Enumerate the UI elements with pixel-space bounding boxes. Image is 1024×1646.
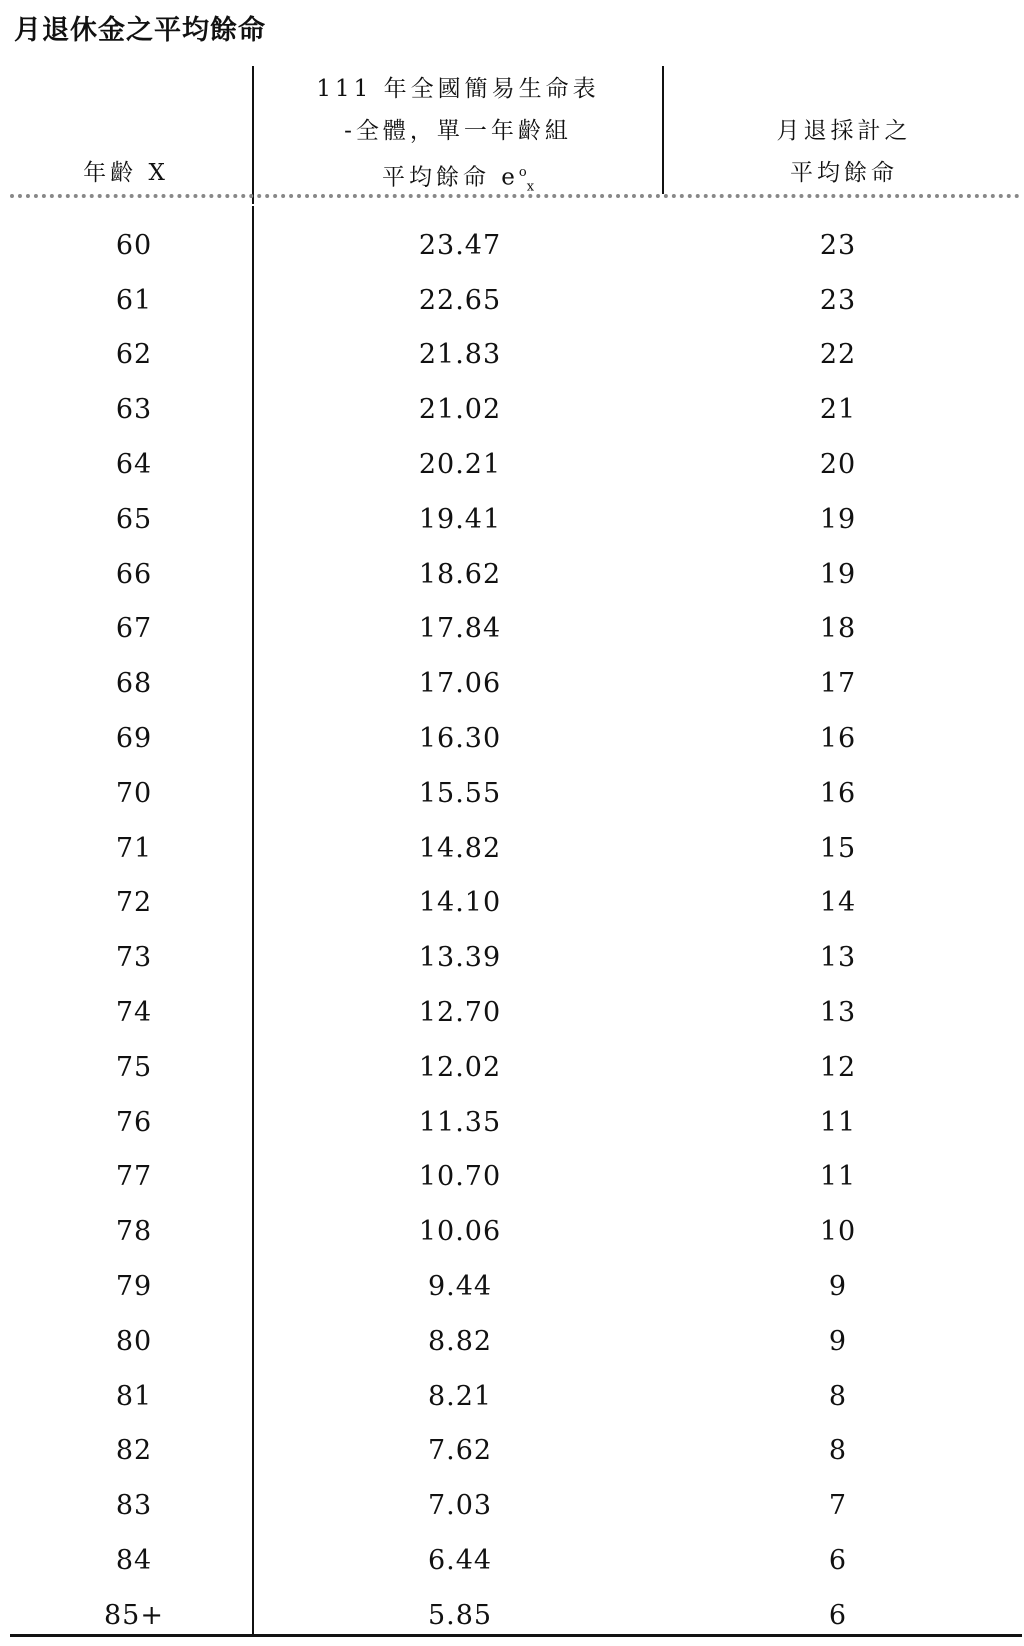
age-cell: 71 — [115, 832, 153, 864]
adopted-life-cell: 13 — [819, 997, 857, 1029]
age-cell: 60 — [115, 229, 153, 261]
life-expectancy-cell: 6.44 — [427, 1545, 493, 1577]
table-row — [0, 1095, 1024, 1150]
table-row — [0, 930, 1024, 985]
life-expectancy-cell: 19.41 — [418, 503, 502, 535]
table-row — [0, 492, 1024, 547]
table-row — [0, 1314, 1024, 1369]
table-row — [0, 1150, 1024, 1205]
age-cell: 66 — [115, 558, 153, 590]
adopted-life-cell: 9 — [828, 1325, 848, 1357]
adopted-life-cell: 23 — [819, 284, 857, 316]
age-cell: 73 — [115, 942, 153, 974]
header-adopted-line1: 月退採計之 — [776, 118, 912, 144]
adopted-life-cell: 19 — [819, 503, 857, 535]
adopted-life-cell: 8 — [828, 1380, 848, 1412]
header-life-sub: x — [526, 179, 535, 195]
table-row — [0, 656, 1024, 711]
header-adopted-line2: 平均餘命 — [790, 160, 898, 186]
page-title: 月退休金之平均餘命 — [14, 15, 266, 46]
header-life-sup: o — [518, 165, 527, 180]
table-row — [0, 711, 1024, 766]
adopted-life-cell: 8 — [828, 1435, 848, 1467]
life-expectancy-cell: 17.06 — [418, 668, 502, 700]
life-expectancy-cell: 7.62 — [427, 1435, 493, 1467]
age-cell: 82 — [115, 1435, 153, 1467]
adopted-life-cell: 17 — [819, 668, 857, 700]
life-expectancy-cell: 12.02 — [418, 1051, 502, 1083]
table-row — [0, 437, 1024, 492]
table-row — [0, 1040, 1024, 1095]
table-row — [0, 218, 1024, 273]
table-row — [0, 1424, 1024, 1479]
age-cell: 85+ — [104, 1599, 164, 1631]
header-age-label: 年齡 X — [83, 160, 169, 186]
age-cell: 80 — [115, 1325, 153, 1357]
age-cell: 61 — [115, 284, 153, 316]
adopted-life-cell: 9 — [828, 1271, 848, 1303]
age-cell: 84 — [115, 1545, 153, 1577]
adopted-life-cell: 19 — [819, 558, 857, 590]
life-expectancy-cell: 23.47 — [418, 229, 502, 261]
age-cell: 67 — [115, 613, 153, 645]
life-expectancy-cell: 17.84 — [418, 613, 502, 645]
life-expectancy-cell: 12.70 — [418, 997, 502, 1029]
table-row — [0, 1478, 1024, 1533]
adopted-life-cell: 6 — [828, 1545, 848, 1577]
adopted-life-cell: 15 — [819, 832, 857, 864]
adopted-life-cell: 16 — [819, 777, 857, 809]
header-adopted — [664, 110, 1024, 194]
life-expectancy-cell: 22.65 — [418, 284, 502, 316]
age-cell: 76 — [115, 1106, 153, 1138]
table-row — [0, 766, 1024, 821]
adopted-life-cell: 16 — [819, 723, 857, 755]
table-row — [0, 273, 1024, 328]
life-expectancy-cell: 16.30 — [418, 723, 502, 755]
life-expectancy-cell: 10.06 — [418, 1216, 502, 1248]
header-life-expectancy — [254, 68, 662, 208]
adopted-life-cell: 20 — [819, 449, 857, 481]
life-expectancy-cell: 14.10 — [418, 887, 502, 919]
header-separator — [10, 194, 1020, 198]
age-cell: 68 — [115, 668, 153, 700]
age-cell: 77 — [115, 1161, 153, 1193]
age-cell: 78 — [115, 1216, 153, 1248]
header-life-line1: 111 年全國簡易生命表 — [316, 76, 600, 102]
table-row — [0, 1204, 1024, 1259]
adopted-life-cell: 10 — [819, 1216, 857, 1248]
life-expectancy-cell: 10.70 — [418, 1161, 502, 1193]
age-cell: 64 — [115, 449, 153, 481]
header-life-text: 平均餘命 e — [381, 164, 519, 191]
table-row — [0, 1259, 1024, 1314]
life-expectancy-cell: 15.55 — [418, 777, 502, 809]
table-body — [0, 218, 1024, 1643]
table-row — [0, 382, 1024, 437]
adopted-life-cell: 22 — [819, 339, 857, 371]
life-expectancy-cell: 21.83 — [418, 339, 502, 371]
table-row — [0, 985, 1024, 1040]
table-bottom-rule — [10, 1634, 1022, 1637]
age-cell: 65 — [115, 503, 153, 535]
table-row — [0, 876, 1024, 931]
age-cell: 81 — [115, 1380, 153, 1412]
age-cell: 75 — [115, 1051, 153, 1083]
table-row — [0, 602, 1024, 657]
life-expectancy-cell: 8.82 — [427, 1325, 493, 1357]
adopted-life-cell: 6 — [828, 1599, 848, 1631]
table-row — [0, 547, 1024, 602]
adopted-life-cell: 23 — [819, 229, 857, 261]
age-cell: 70 — [115, 777, 153, 809]
table-row — [0, 1369, 1024, 1424]
age-cell: 72 — [115, 887, 153, 919]
age-cell: 83 — [115, 1490, 153, 1522]
adopted-life-cell: 21 — [819, 394, 857, 426]
life-expectancy-cell: 20.21 — [418, 449, 502, 481]
age-cell: 62 — [115, 339, 153, 371]
life-expectancy-cell: 8.21 — [427, 1380, 493, 1412]
table-row — [0, 821, 1024, 876]
life-expectancy-cell: 7.03 — [427, 1490, 493, 1522]
age-cell: 74 — [115, 997, 153, 1029]
life-expectancy-cell: 11.35 — [418, 1106, 502, 1138]
header-age — [0, 152, 252, 194]
adopted-life-cell: 11 — [819, 1106, 857, 1138]
adopted-life-cell: 13 — [819, 942, 857, 974]
header-life-line2: -全體，單一年齡組 — [344, 118, 572, 144]
life-expectancy-cell: 13.39 — [418, 942, 502, 974]
header-life-line3 — [254, 152, 662, 208]
life-expectancy-cell: 21.02 — [418, 394, 502, 426]
age-cell: 79 — [115, 1271, 153, 1303]
age-cell: 69 — [115, 723, 153, 755]
life-expectancy-cell: 14.82 — [418, 832, 502, 864]
life-expectancy-cell: 18.62 — [418, 558, 502, 590]
adopted-life-cell: 14 — [819, 887, 857, 919]
age-cell: 63 — [115, 394, 153, 426]
table-row — [0, 1533, 1024, 1588]
life-expectancy-cell: 5.85 — [427, 1599, 493, 1631]
adopted-life-cell: 12 — [819, 1051, 857, 1083]
table-row — [0, 328, 1024, 383]
adopted-life-cell: 7 — [828, 1490, 848, 1522]
life-expectancy-cell: 9.44 — [427, 1271, 493, 1303]
adopted-life-cell: 18 — [819, 613, 857, 645]
adopted-life-cell: 11 — [819, 1161, 857, 1193]
